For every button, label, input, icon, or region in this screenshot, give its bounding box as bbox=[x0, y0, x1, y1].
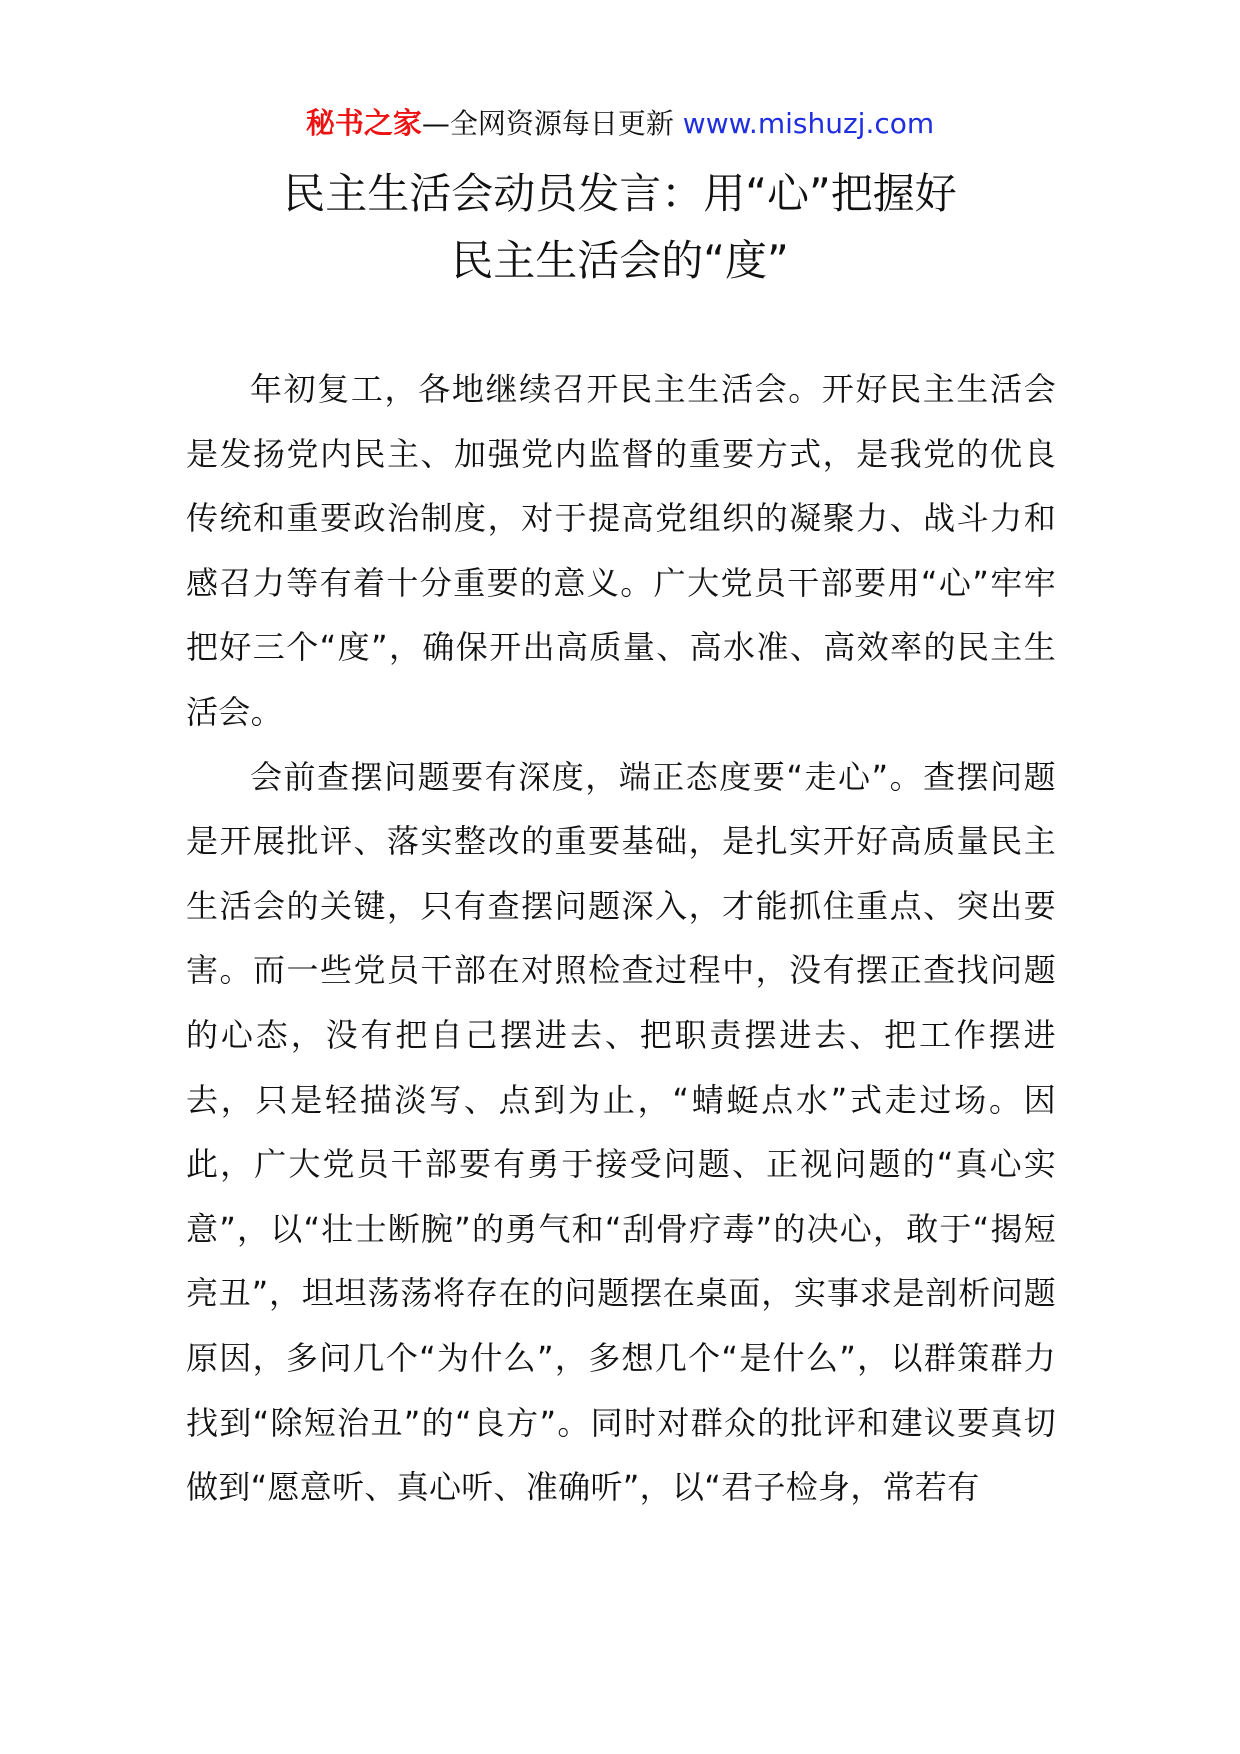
document-body bbox=[186, 357, 1056, 1520]
title-line-1: 民主生活会动员发言：用“心”把握好 bbox=[283, 169, 957, 218]
body-paragraph: 会前查摆问题要有深度，端正态度要“走心”。查摆问题是开展批评、落实整改的重要基础，是扎实开好高质量民主生活会的关键，只有查摆问题深入，才能抓住重点、突出要害。而一些党员干部在对照检查过程中，没有摆正查找问题的心态，没有把自己摆进去、把职责摆进去、把工作摆进去，只是轻描淡写、点到为止，“蜻蜓点水”式走过场。因此，广大党员干部要有勇于接受问题、正视问题的“真心实意”，以“壮士断腕”的勇气和“刮骨疗毒”的决心，敢于“揭短亮丑”，坦坦荡荡将存在的问题摆在桌面，实事求是剖析问题原因，多问几个“为什么”，多想几个“是什么”，以群策群力找到“除短治丑”的“良方”。同时对群众的批评和建议要真切做到“愿意听、真心听、准确听”，以“君子检身，常若有 bbox=[186, 757, 1056, 1507]
brand-name: 秘书之家 bbox=[305, 106, 422, 140]
document-title bbox=[160, 160, 1080, 294]
body-paragraph: 年初复工，各地继续召开民主生活会。开好民主生活会是发扬党内民主、加强党内监督的重要方式，是我党的优良传统和重要政治制度，对于提高党组织的凝聚力、战斗力和感召力等有着十分重要的意义。广大党员干部要用“心”牢牢把好三个“度”，确保开出高质量、高水准、高效率的民主生活会。 bbox=[186, 370, 1056, 731]
header-tagline: —全网资源每日更新 bbox=[421, 107, 674, 140]
title-line-2: 民主生活会的“度” bbox=[451, 236, 789, 285]
site-url-link[interactable]: www.mishuzj.com bbox=[682, 107, 935, 140]
site-header bbox=[0, 103, 1240, 144]
